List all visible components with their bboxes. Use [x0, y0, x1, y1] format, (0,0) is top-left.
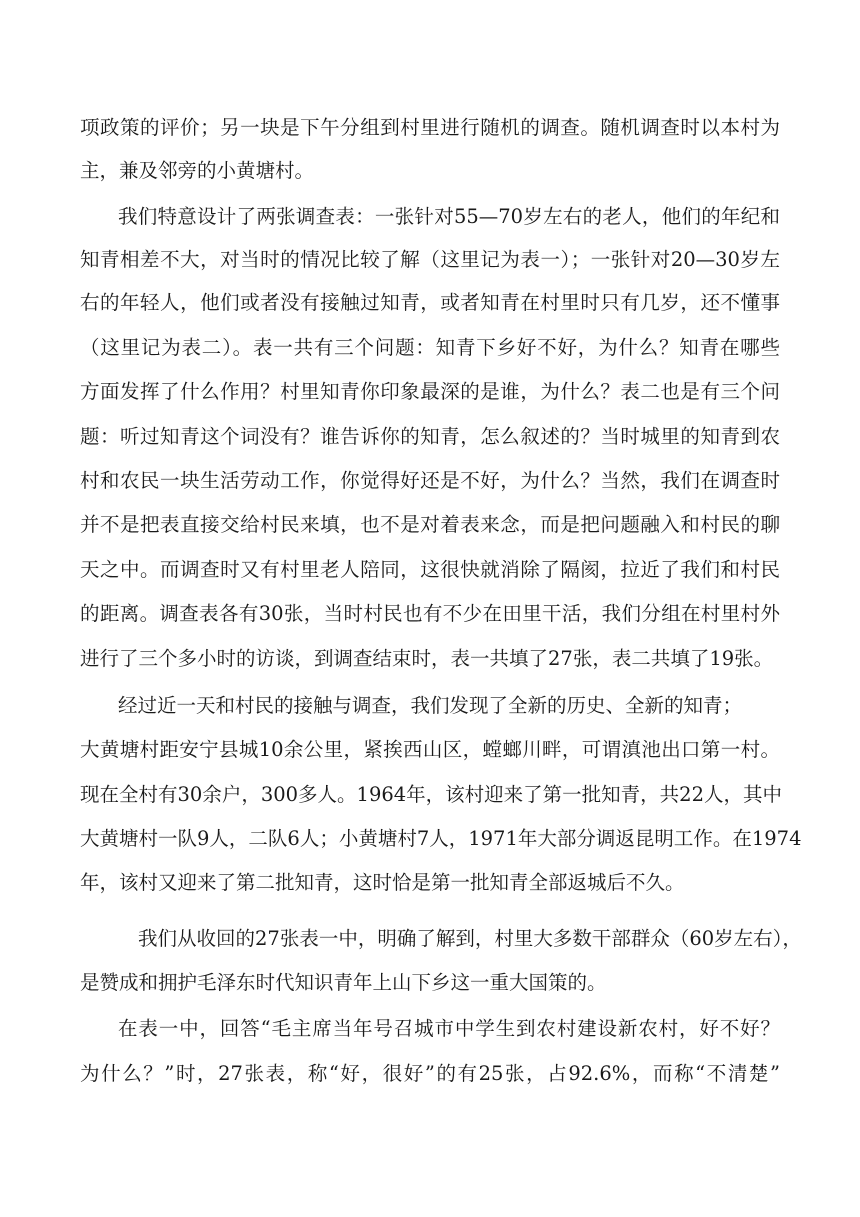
- text-line: 知青相差不大，对当时的情况比较了解（这里记为表一）；一张针对20—30岁左: [80, 248, 780, 271]
- text-line: 是赞成和拥护毛泽东时代知识青年上山下乡这一重大国策的。: [80, 971, 607, 994]
- text-line: 在表一中，回答“毛主席当年号召城市中学生到农村建设新农村，好不好？: [118, 1017, 780, 1040]
- text-line: 为什么？”时，27张表，称“好，很好”的有25张，占92.6%，而称“不清楚”: [80, 1062, 780, 1085]
- text-line: 主，兼及邻旁的小黄塘村。: [80, 159, 315, 182]
- text-line: 右的年轻人，他们或者没有接触过知青，或者知青在村里时只有几岁，还不懂事: [80, 291, 780, 314]
- text-line: 方面发挥了什么作用？村里知青你印象最深的是谁，为什么？表二也是有三个问: [80, 380, 780, 403]
- text-line: 我们特意设计了两张调查表：一张针对55—70岁左右的老人，他们的年纪和: [118, 205, 780, 228]
- text-line: 项政策的评价；另一块是下午分组到村里进行随机的调查。随机调查时以本村为: [80, 116, 780, 139]
- text-line: 进行了三个多小时的访谈，到调查结束时，表一共填了27张，表二共填了19张。: [80, 647, 774, 670]
- text-line: 大黄塘村一队9人，二队6人；小黄塘村7人，1971年大部分调返昆明工作。在1974: [80, 827, 802, 850]
- text-line: 大黄塘村距安宁县城10余公里，紧挨西山区，螳螂川畔，可谓滇池出口第一村。: [80, 738, 780, 761]
- text-line: 现在全村有30余户，300多人。1964年，该村迎来了第一批知青，共22人，其中: [80, 783, 782, 806]
- text-line: 经过近一天和村民的接触与调查，我们发现了全新的历史、全新的知青；: [118, 694, 743, 717]
- text-line: 村和农民一块生活劳动工作，你觉得好还是不好，为什么？当然，我们在调查时: [80, 469, 780, 492]
- text-line: 的距离。调查表各有30张，当时村民也有不少在田里干活，我们分组在村里村外: [80, 602, 780, 625]
- text-line: 天之中。而调查时又有村里老人陪同，这很快就消除了隔阂，拉近了我们和村民: [80, 558, 780, 581]
- text-line: 并不是把表直接交给村民来填，也不是对着表来念，而是把问题融入和村民的聊: [80, 513, 780, 536]
- text-line: 年，该村又迎来了第二批知青，这时恰是第一批知青全部返城后不久。: [80, 871, 685, 894]
- text-line: 我们从收回的27张表一中，明确了解到，村里大多数干部群众（60岁左右），: [138, 927, 802, 950]
- text-line: 题：听过知青这个词没有？谁告诉你的知青，怎么叙述的？当时城里的知青到农: [80, 425, 780, 448]
- text-line: （这里记为表二）。表一共有三个问题：知青下乡好不好，为什么？知青在哪些: [80, 336, 780, 359]
